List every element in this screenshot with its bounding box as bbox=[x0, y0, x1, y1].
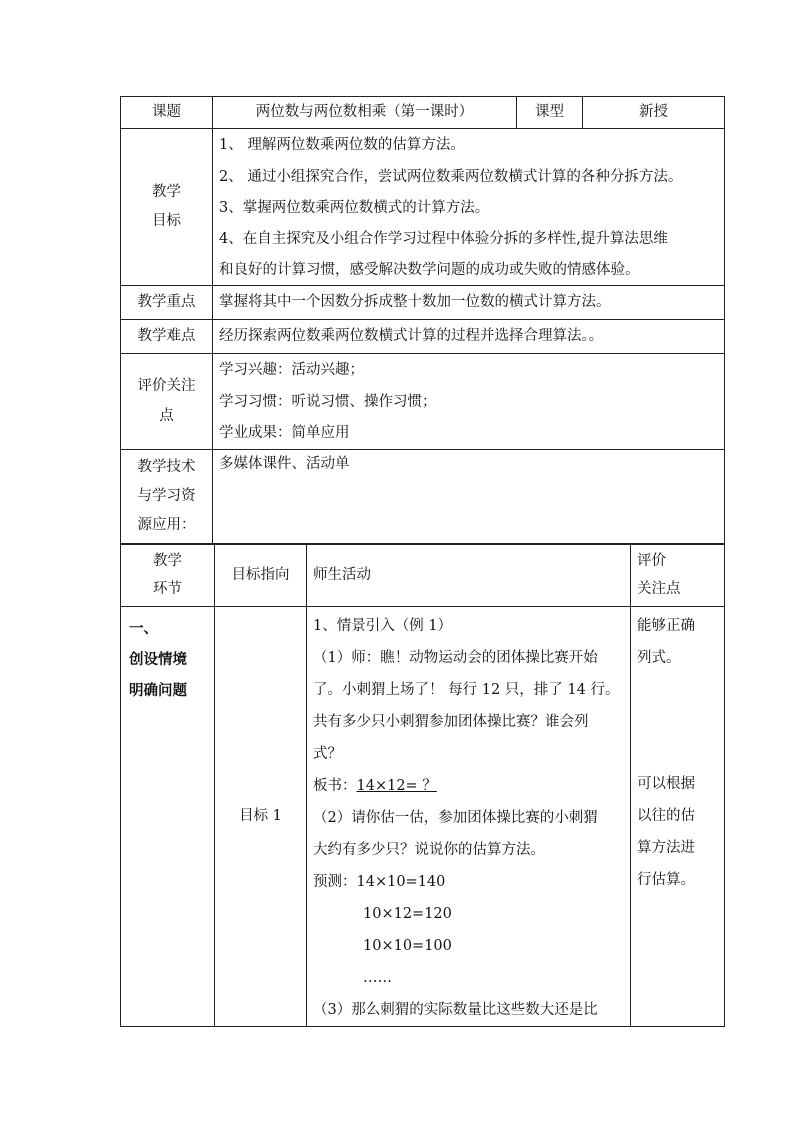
difficulties-row bbox=[121, 320, 725, 354]
activity-line: 大约有多少只？说说你的估算方法。 bbox=[313, 842, 545, 858]
activity-line: 预测：14×10=140 bbox=[313, 874, 446, 890]
evaluation-item: 学习习惯：听说习惯、操作习惯； bbox=[219, 394, 437, 410]
key-points-value: 掌握将其中一个因数分拆成整十数加一位数的横式计算方法。 bbox=[213, 286, 725, 320]
board-equation: 14×12= ？ bbox=[356, 778, 437, 794]
evaluation-list bbox=[213, 354, 725, 450]
activity-header: 师生活动 bbox=[307, 545, 631, 607]
eval-header: 评价 关注点 bbox=[631, 545, 725, 607]
objectives-row bbox=[121, 129, 725, 286]
objective-item: 和良好的计算习惯，感受解决数学问题的成功或失败的情感体验。 bbox=[219, 262, 640, 278]
stage1-activity bbox=[307, 607, 631, 1027]
objective-item: 4、在自主探究及小组合作学习过程中体验分拆的多样性,提升算法思维 bbox=[219, 231, 668, 247]
subject-label: 课题 bbox=[121, 97, 213, 129]
evaluation-item: 学业成果：简单应用 bbox=[219, 425, 350, 441]
activity-line: 10×10=100 bbox=[363, 938, 452, 954]
activity-line bbox=[313, 770, 626, 802]
objective-item: 3、掌握两位数乘两位数横式的计算方法。 bbox=[219, 200, 490, 216]
key-points-label: 教学重点 bbox=[121, 286, 213, 320]
goal-header: 目标指向 bbox=[215, 545, 307, 607]
stage-header: 教学 环节 bbox=[121, 545, 215, 607]
type-value: 新授 bbox=[583, 97, 725, 129]
subject-row bbox=[121, 97, 725, 129]
objectives-label: 教学 目标 bbox=[121, 129, 213, 286]
evaluation-row bbox=[121, 354, 725, 450]
activity-line: 了。小刺猬上场了！ 每行 12 只，排了 14 行。 bbox=[313, 682, 620, 698]
activity-line: …… bbox=[363, 970, 392, 986]
process-table bbox=[120, 544, 725, 1027]
evaluation-label: 评价关注 点 bbox=[121, 354, 213, 450]
objective-item: 2、 通过小组探究合作，尝试两位数乘两位数横式计算的各种分拆方法。 bbox=[219, 169, 683, 185]
resources-row bbox=[121, 450, 725, 544]
difficulties-label: 教学难点 bbox=[121, 320, 213, 354]
resources-value: 多媒体课件、活动单 bbox=[213, 450, 725, 544]
subject-value: 两位数与两位数相乘（第一课时） bbox=[213, 97, 517, 129]
type-label: 课型 bbox=[517, 97, 583, 129]
stage1-label: 一、 创设情境 明确问题 bbox=[121, 607, 215, 1027]
activity-line: （1）师：瞧！动物运动会的团体操比赛开始 bbox=[313, 650, 598, 666]
key-points-row bbox=[121, 286, 725, 320]
process-header-row bbox=[121, 545, 725, 607]
objective-item: 1、 理解两位数乘两位数的估算方法。 bbox=[219, 137, 465, 153]
activity-line: （2）请你估一估，参加团体操比赛的小刺猬 bbox=[313, 810, 598, 826]
difficulties-value: 经历探索两位数乘两位数横式计算的过程并选择合理算法。。 bbox=[213, 320, 725, 354]
activity-line: （3）那么刺猬的实际数量比这些数大还是比 bbox=[313, 1002, 598, 1018]
activity-line: 式？ bbox=[313, 746, 342, 762]
activity-line: 1、情景引入（例 1） bbox=[313, 618, 453, 634]
activity-line: 共有多少只小刺猬参加团体操比赛？谁会列 bbox=[313, 714, 589, 730]
lesson-info-table bbox=[120, 96, 725, 544]
stage1-goal: 目标 1 bbox=[215, 607, 307, 1027]
stage1-row bbox=[121, 607, 725, 1027]
stage1-eval: 能够正确 列式。 可以根据 以往的估 算方法进 行估算。 bbox=[631, 607, 725, 1027]
board-label: 板书： bbox=[313, 778, 357, 794]
evaluation-item: 学习兴趣：活动兴趣； bbox=[219, 362, 364, 378]
activity-line: 10×12=120 bbox=[363, 906, 452, 922]
resources-label: 教学技术 与学习资 源应用： bbox=[121, 450, 213, 544]
objectives-list bbox=[213, 129, 725, 286]
